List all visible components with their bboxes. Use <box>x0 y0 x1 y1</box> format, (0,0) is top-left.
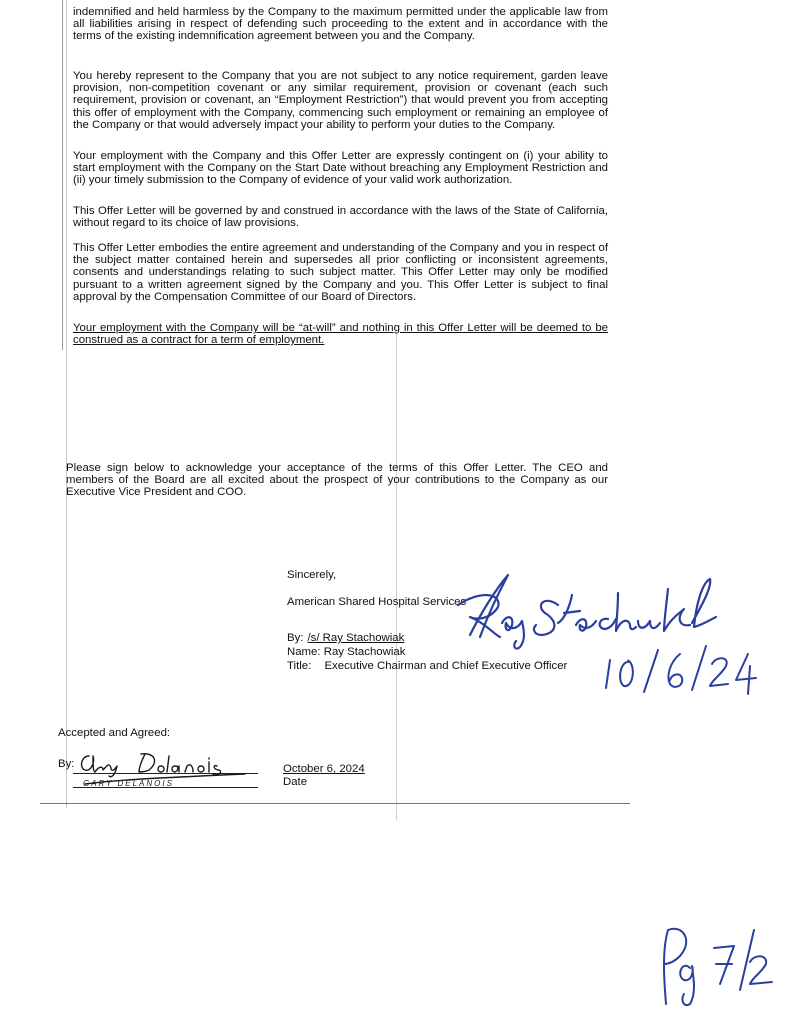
acceptance-by-label: By: <box>58 758 75 770</box>
paragraph-indemnification: indemnified and held harmless by the Company to the maximum permitted under the applicable law from all liabilities arising in respect of defending such proceeding to the extent and in accordance with the terms of the existing indemnification agreement between you and the Company. <box>73 6 608 43</box>
scan-artifact-line <box>62 0 63 350</box>
company-name: American Shared Hospital Services <box>287 596 467 608</box>
name-label: Name: <box>287 646 321 658</box>
signatory-title: Executive Chairman and Chief Executive Officer <box>324 660 568 672</box>
paragraph-governing-law: This Offer Letter will be governed by and construed in accordance with the laws of the State of California, without regard to its choice of law provisions. <box>73 205 608 230</box>
accepted-heading: Accepted and Agreed: <box>58 727 171 739</box>
page-marker-handwriting <box>650 920 780 1010</box>
paragraph-employment-restriction: You hereby represent to the Company that you are not subject to any notice requirement, garden leave provision, non-competition covenant or any similar requirement, provision or covenant (each such requirement, provision or covenant, an “Employment Restriction”) that would prevent you from accepting this offer of employment with the Company, commencing such employment or remaining an employee of the Company or that would adversely impact your ability to perform your duties to the Company. <box>73 70 608 131</box>
closing-text: Sincerely, <box>287 569 337 581</box>
acceptance-date: October 6, 2024 <box>283 763 365 775</box>
paragraph-contingency: Your employment with the Company and this Offer Letter are expressly contingent on (i) your ability to start employment with the Company on the Start Date without breaching any Employment Restriction and (ii) your timely submission to the Company of evidence of your valid work authorization. <box>73 150 608 187</box>
electronic-signature: /s/ Ray Stachowiak <box>307 632 405 644</box>
scan-artifact-line <box>66 0 67 808</box>
signatory-name-line <box>287 646 405 659</box>
scan-artifact-line <box>396 330 397 820</box>
paragraph-at-will: Your employment with the Company will be “at-will” and nothing in this Offer Letter will be deemed to be construed as a contract for a term of employment. <box>73 322 608 347</box>
signatory-title-line <box>287 660 567 673</box>
date-label: Date <box>283 776 308 788</box>
title-label: Title: <box>287 660 312 672</box>
printed-name-handwriting: GARY DELANOIS <box>83 779 174 788</box>
signatory-by-line <box>287 632 457 645</box>
signatory-name: Ray Stachowiak <box>323 646 406 658</box>
handwritten-date <box>600 630 770 700</box>
by-label: By: <box>287 632 304 644</box>
paragraph-entire-agreement: This Offer Letter embodies the entire agreement and understanding of the Company and you in respect of the subject matter contained herein and supersedes all prior conflicting or inconsistent agreements, consents and understandings relating to such subject matter. This Offer Letter may only be modified pursuant to a written agreement signed by the Company and you. This Offer Letter is subject to final approval by the Compensation Committee of our Board of Directors. <box>73 242 608 303</box>
paragraph-acknowledge: Please sign below to acknowledge your acceptance of the terms of this Offer Letter. The CEO and members of the Board are all excited about the prospect of your contributions to the Company as our Executive Vice President and COO. <box>66 462 608 499</box>
acceptance-handwritten-signature <box>75 748 265 792</box>
page-bottom-edge <box>40 803 630 804</box>
